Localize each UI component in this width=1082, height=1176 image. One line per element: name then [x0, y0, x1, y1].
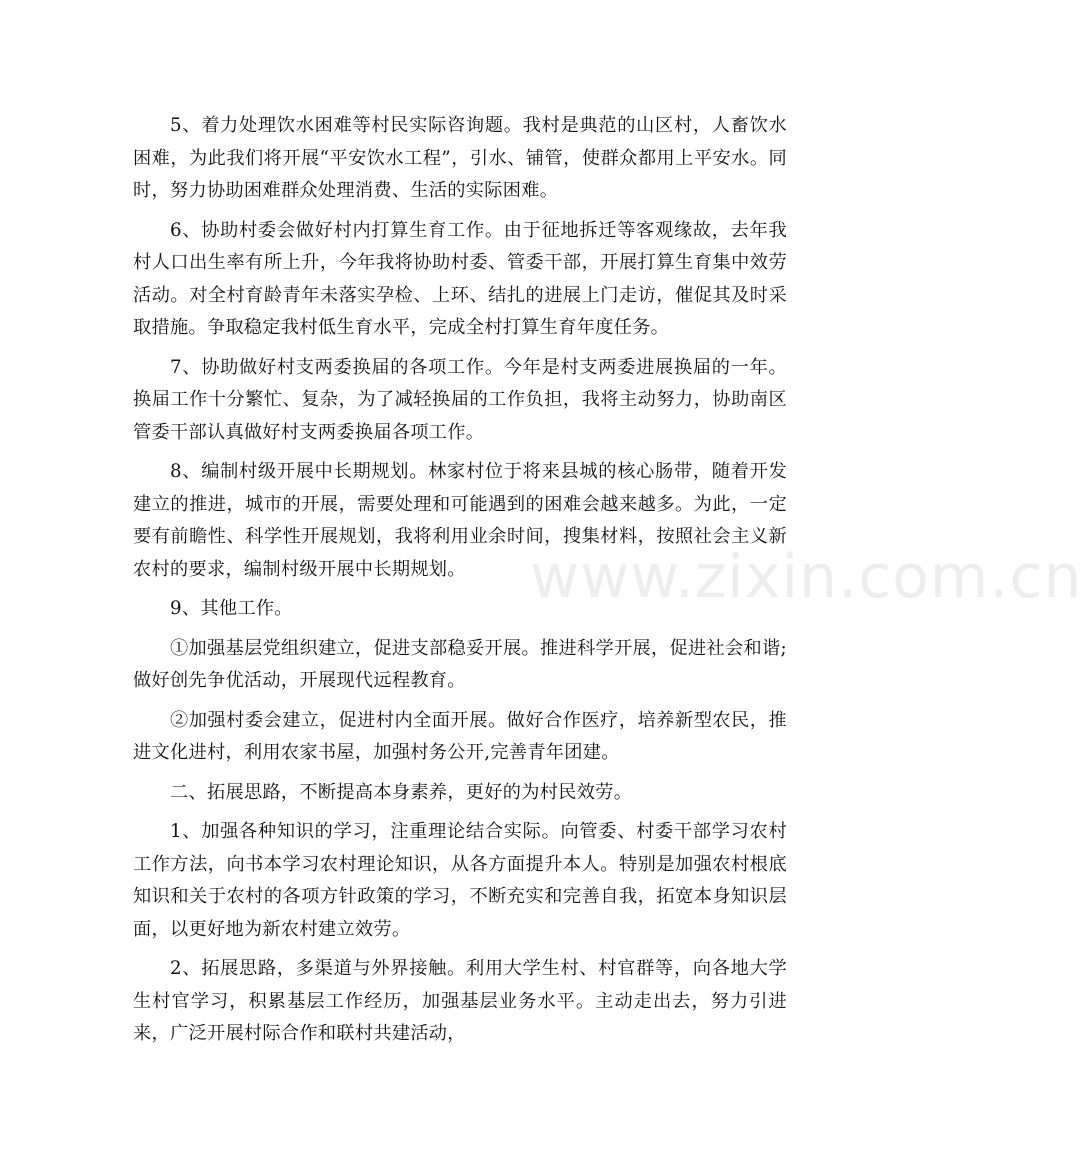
paragraph-item-9: 9、其他工作。	[170, 598, 293, 619]
watermark: www.zixin.com.cn	[530, 542, 1082, 612]
paragraph-section2-item-2: 2、拓展思路，多渠道与外界接触。利用大学生村、村官群等，向各地大学生村官学习，积累基层工作经历，加强基层业务水平。主动走出去，努力引进来，广泛开展村际合作和联村共建活动，	[133, 958, 787, 1044]
paragraph-section2-item-1: 1、加强各种知识的学习，注重理论结合实际。向管委、村委干部学习农村工作方法，向书本学习农村理论知识，从各方面提升本人。特别是加强农村根底知识和关于农村的各项方针政策的学习，不断充实和完善自我，拓宽本身知识层面，以更好地为新农村建立效劳。	[133, 821, 787, 940]
paragraph-item-5: 5、着力处理饮水困难等村民实际咨询题。我村是典范的山区村，人畜饮水困难，为此我们将开展“平安饮水工程”，引水、铺管，使群众都用上平安水。同时，努力协助困难群众处理消费、生活的实际困难。	[133, 115, 787, 201]
paragraph-subitem-1: ①加强基层党组织建立，促进支部稳妥开展。推进科学开展，促进社会和谐;做好创先争优活动，开展现代远程教育。	[133, 637, 787, 691]
paragraph-item-7: 7、协助做好村支两委换届的各项工作。今年是村支两委进展换届的一年。换届工作十分繁忙、复杂，为了减轻换届的工作负担，我将主动努力，协助南区管委干部认真做好村支两委换届各项工作。	[133, 356, 787, 443]
paragraph-item-6: 6、协助村委会做好村内打算生育工作。由于征地拆迁等客观缘故，去年我村人口出生率有所上升，今年我将协助村委、管委干部，开展打算生育集中效劳活动。对全村育龄青年未落实孕检、上环、结扎的进展上门走访，催促其及时采取措施。争取稳定我村低生育水平，完成全村打算生育年度任务。	[133, 219, 787, 338]
paragraph-item-8: 8、编制村级开展中长期规划。林家村位于将来县城的核心肠带，随着开发建立的推进，城市的开展，需要处理和可能遇到的困难会越来越多。为此，一定要有前瞻性、科学性开展规划，我将利用业余时间，搜集材料，按照社会主义新农村的要求，编制村级开展中长期规划。	[133, 461, 787, 580]
paragraph-subitem-2: ②加强村委会建立，促进村内全面开展。做好合作医疗，培养新型农民，推进文化进村，利用农家书屋，加强村务公开,完善青年团建。	[133, 709, 787, 763]
section-heading-2: 二、拓展思路，不断提高本身素养，更好的为村民效劳。	[170, 781, 633, 803]
document-body	[133, 110, 787, 1058]
